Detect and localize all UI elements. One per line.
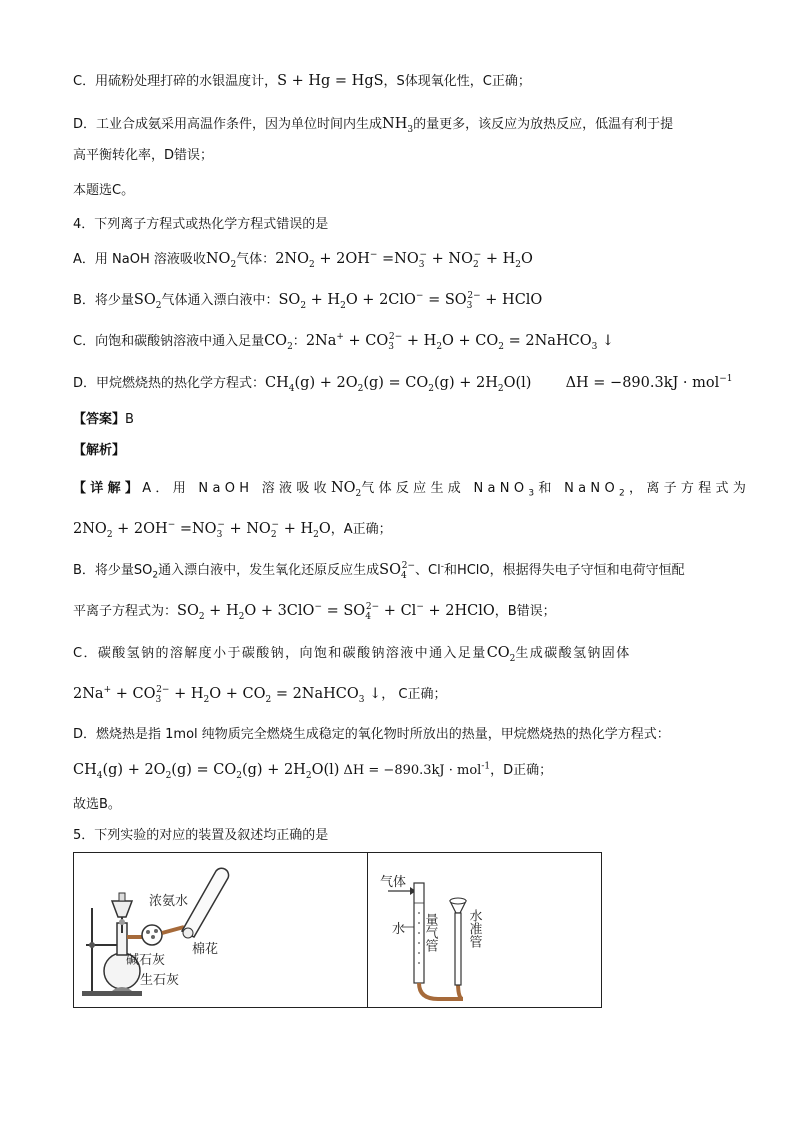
label-leveling-tube: 水准管 <box>466 909 482 948</box>
exp-equation-c: $2Na^+ + CO_3^{2-} + H_2O + CO_2$ = 2NaHCO$_3$ ↓ <box>73 685 382 705</box>
equation-d: $CH_4(g) + 2O_2(g) = CO_2(g) + 2H_2O(l)$ <box>265 375 532 394</box>
equation-b: $SO_2 + H_2O + 2ClO^- = SO_3^{2-}$ + HClO <box>278 291 543 311</box>
exp-b-line1: B．将少量$SO_2$通入漂白液中，发生氧化还原反应生成$SO_4^{2-}$、Cl-和HClO，根据得失电子守恒和电荷守恒配 <box>73 561 685 581</box>
exp-equation-b: $SO_2 + H_2O + 3ClO^- = SO_4^{2-} + Cl^-$ + 2HClO <box>177 602 495 622</box>
equation-s-hg: S + Hg = HgS <box>277 73 384 89</box>
label-cotton: 棉花 <box>192 942 219 957</box>
exp-c-line1: C．碳酸氢钠的溶解度小于碳酸钠，向饱和碳酸钠溶液中通入足量$CO_2$生成碳酸氢钠固体 <box>73 645 631 664</box>
question-5-stem: 5．下列实验的对应的装置及叙述均正确的是 <box>73 828 329 843</box>
label-water: 水 <box>392 922 406 937</box>
line-d-continued: 高平衡转化率，D错误； <box>73 148 214 163</box>
exp-c-line2: $2Na^+ + CO_3^{2-} + H_2O + CO_2$ = 2NaHCO$_3$ ↓， C正确； <box>73 685 447 705</box>
line-c-option: C．用硫粉处理打碎的水银温度计，S + Hg = HgS，S体现氧化性，C正确； <box>73 73 531 89</box>
exp-equation-a: $2NO_2 + 2OH^- =NO_3^- + NO_2^- + H_2O$ <box>73 520 331 540</box>
exp-a-line2: $2NO_2 + 2OH^- =NO_3^- + NO_2^- + H_2O$，A正确； <box>73 520 392 540</box>
q4-option-b: B．将少量$SO_2$气体通入漂白液中：$SO_2 + H_2O + 2ClO^- = SO_3^{2-}$ + HClO <box>73 291 543 311</box>
label-gas: 气体 <box>380 875 407 890</box>
label-conc-ammonia: 浓氨水 <box>149 894 189 909</box>
label-soda-lime: 碱石灰 <box>126 953 166 968</box>
equation-a: $2NO_2 + 2OH^- =NO_3^- + NO_2^- + H_2O$ <box>275 250 533 270</box>
gas-volume-apparatus <box>368 853 603 1007</box>
apparatus-figure-table <box>73 852 602 1008</box>
answer-line: 【答案】B <box>73 412 134 427</box>
exp-d-line1: D．燃烧热是指 1mol 纯物质完全燃烧生成稳定的氧化物时所放出的热量，甲烷燃烧热的热化学方程式： <box>73 727 670 742</box>
exp-delta-h: ΔH = −890.3kJ · mol$^{-1}$ <box>343 761 491 778</box>
label-quicklime: 生石灰 <box>140 973 180 988</box>
analysis-label: 【解析】 <box>73 443 126 458</box>
formula-nh3: $NH_3$ <box>382 116 414 135</box>
q4-option-a: A．用 NaOH 溶液吸收$NO_2$气体：$2NO_2 + 2OH^- =NO_3^- + NO_2^- + H_2O$ <box>73 250 533 270</box>
question-4-stem: 4．下列离子方程式或热化学方程式错误的是 <box>73 217 329 232</box>
conclusion-line: 故选B。 <box>73 797 121 812</box>
q4-option-c: C．向饱和碳酸钠溶液中通入足量$CO_2$：$2Na^+ + CO_3^{2-} + H_2O + CO_2$ = 2NaHCO$_3$ ↓ <box>73 332 615 352</box>
delta-h-d: ΔH = −890.3kJ · mol$^{-1}$ <box>565 374 733 391</box>
exp-d-line2: $CH_4(g) + 2O_2(g) = CO_2(g) + 2H_2O(l) \Delta H = -890.3kJ \cdot mol^{-1}$，D正确； <box>73 761 553 781</box>
equation-c: $2Na^+ + CO_3^{2-} + H_2O + CO_2$ = 2NaHCO$_3$ ↓ <box>305 332 615 352</box>
ammonia-generator-apparatus <box>74 853 366 1007</box>
exp-a-line1: 【详解】A．用 NaOH 溶液吸收$NO_2$气体反应生成 NaNO$_3$和 NaNO$_2$，离子方程式为 <box>73 480 751 499</box>
exp-b-line2: 平离子方程式为：$SO_2 + H_2O + 3ClO^- = SO_4^{2-} + Cl^-$ + 2HClO，B错误； <box>73 602 556 622</box>
q4-option-d: D．甲烷燃烧热的热化学方程式：$CH_4(g) + 2O_2(g) = CO_2(g) + 2H_2O(l) \Delta H = -890.3kJ \cdot mol^{-1}$ <box>73 374 733 394</box>
line-d-option: D．工业合成氨采用高温作条件，因为单位时间内生成$NH_3$的量更多，该反应为放热反应，低温有利于提 <box>73 116 674 135</box>
label-gas-burette: 量气管 <box>422 913 438 952</box>
line-select-c: 本题选C。 <box>73 183 135 198</box>
exp-equation-d: $CH_4(g) + 2O_2(g) = CO_2(g) + 2H_2O(l)$ <box>73 762 340 781</box>
